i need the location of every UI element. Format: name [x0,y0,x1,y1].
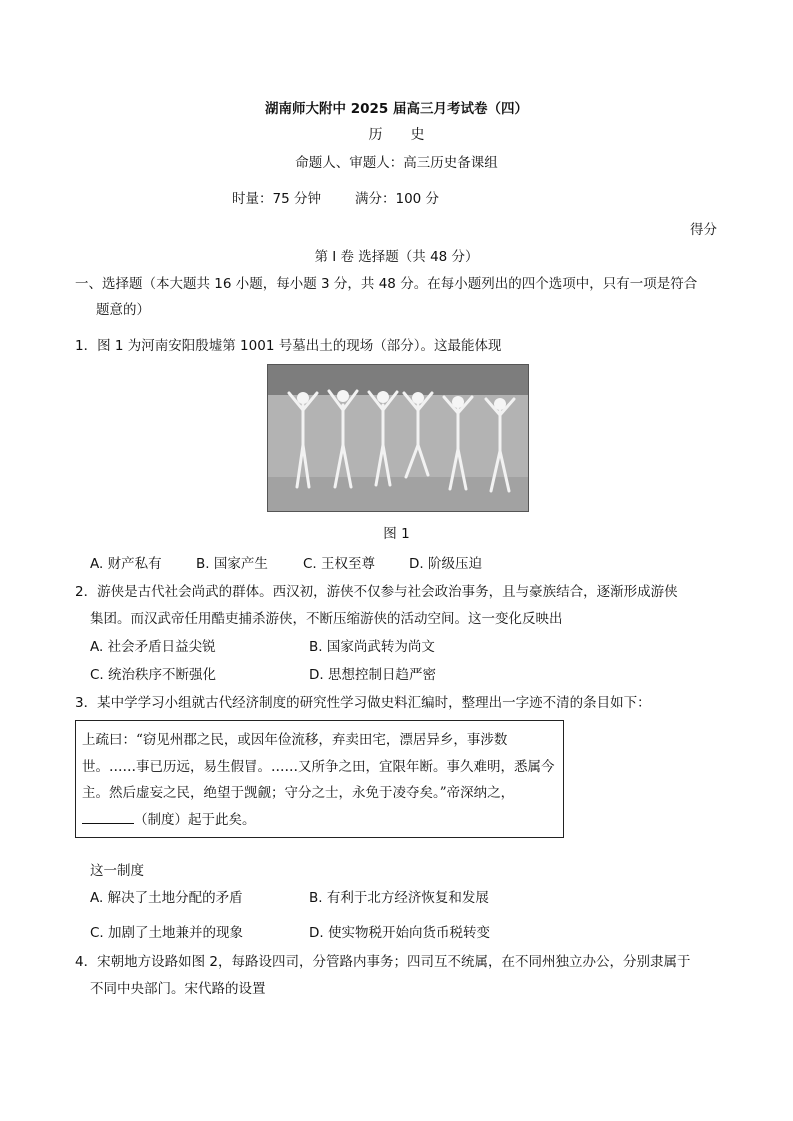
q1-option-c[interactable]: C. 王权至尊 [303,556,376,572]
section-title: 第 I 卷 选择题（共 48 分） [314,249,479,265]
score-label: 得分 [690,222,717,238]
section-instructions-line1: 一、选择题（本大题共 16 小题，每小题 3 分，共 48 分。在每小题列出的四个选项中，只有一项是符合 [75,276,698,292]
answer-blank[interactable] [82,809,134,824]
q1-option-a[interactable]: A. 财产私有 [90,556,162,572]
q2-option-d[interactable]: D. 思想控制日趋严密 [309,667,436,683]
q3-source-quote [75,720,564,838]
q2-option-a[interactable]: A. 社会矛盾日益尖锐 [90,639,216,655]
q3-option-a[interactable]: A. 解决了土地分配的矛盾 [90,890,243,906]
quote-text-end: （制度）起于此矣。 [134,811,256,828]
quote-text: 上疏曰：“窃见州郡之民，或因年俭流移，弃卖田宅，漂居异乡，事涉数世。……事已历远，易生假冒。……又所争之田，宜限年断。事久难明，悉属今主。然后虚妄之民，绝望于觊觎；守分之士，永免于凌夺矣。”帝深纳之， [82,732,555,801]
q2-option-b[interactable]: B. 国家尚武转为尚文 [309,639,435,655]
q3-option-d[interactable]: D. 使实物税开始向货币税转变 [309,925,490,941]
section-instructions-line2: 题意的） [96,302,150,318]
q3-follow-text: 这一制度 [90,863,144,879]
q2-option-c[interactable]: C. 统治秩序不断强化 [90,667,217,683]
q1-stem: 1．图 1 为河南安阳殷墟第 1001 号墓出土的现场（部分）。这最能体现 [75,338,502,354]
tomb-excavation-photo [267,364,529,512]
q3-stem: 3．某中学学习小组就古代经济制度的研究性学习做史料汇编时，整理出一字迹不清的条目如下： [75,695,651,711]
q1-option-d[interactable]: D. 阶级压迫 [409,556,482,572]
q4-stem-line2: 不同中央部门。宋代路的设置 [90,981,266,997]
exam-title: 湖南师大附中 2025 届高三月考试卷（四） [265,101,528,117]
subject-title: 历 史 [368,127,425,143]
q4-stem-line1: 4．宋朝地方设路如图 2，每路设四司，分管路内事务；四司互不统属，在不同州独立办公，分别隶属于 [75,954,691,970]
q3-option-b[interactable]: B. 有利于北方经济恢复和发展 [309,890,489,906]
q2-stem-line2: 集团。而汉武帝任用酷吏捕杀游侠，不断压缩游侠的活动空间。这一变化反映出 [90,611,563,627]
q3-option-c[interactable]: C. 加剧了土地兼并的现象 [90,925,244,941]
time-limit: 时量：75 分钟 [232,191,321,207]
figure1-caption: 图 1 [383,526,410,542]
full-score: 满分：100 分 [355,191,440,207]
q1-option-b[interactable]: B. 国家产生 [196,556,268,572]
skeletons-illustration [268,365,528,511]
q2-stem-line1: 2．游侠是古代社会尚武的群体。西汉初，游侠不仅参与社会政治事务，且与豪族结合，逐渐形成游侠 [75,584,678,600]
authors-line: 命题人、审题人：高三历史备课组 [295,155,498,171]
